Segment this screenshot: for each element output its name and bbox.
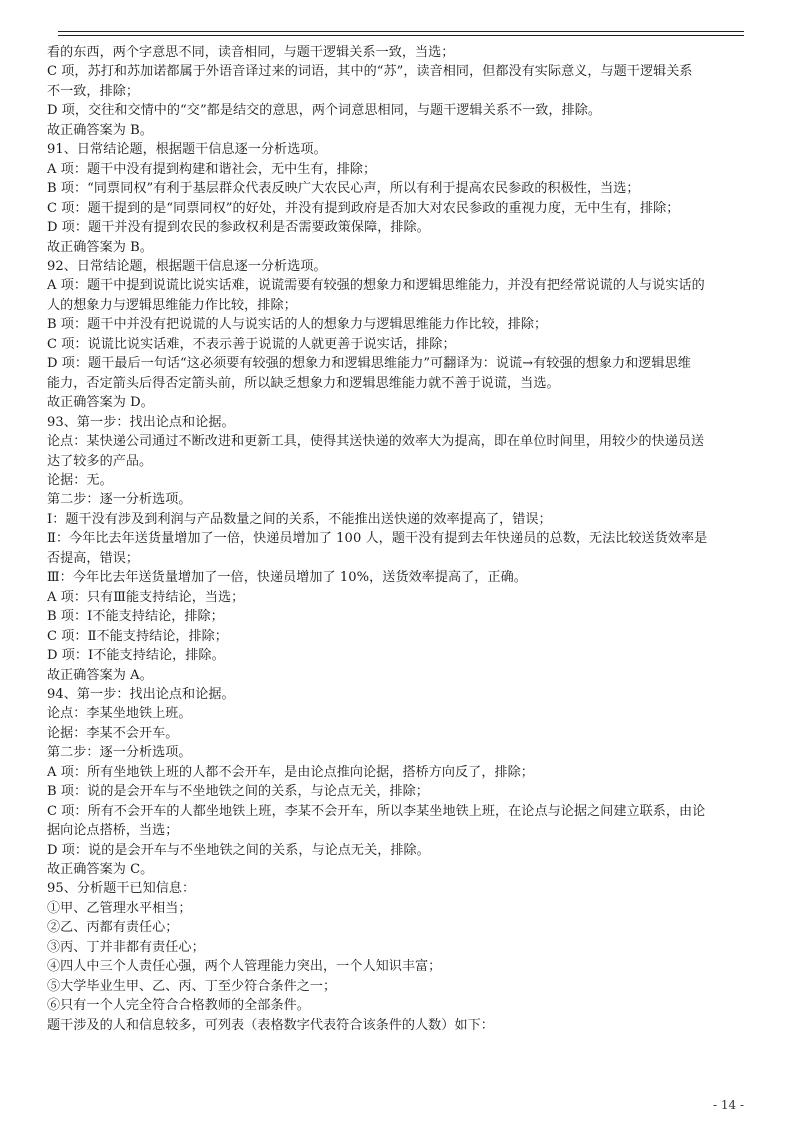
page-number: - 14 -	[712, 1098, 744, 1112]
text-line: 故正确答案为 B。	[47, 122, 153, 138]
text-line: ②乙、丙都有责任心；	[47, 920, 179, 936]
text-line: C 项：Ⅱ不能支持结论，排除；	[47, 628, 228, 644]
text-line: 论据：无。	[47, 472, 113, 488]
text-line: 人的想象力与逻辑思维能力作比较，排除；	[47, 297, 297, 313]
text-line: 据向论点搭桥，当选；	[47, 823, 179, 839]
text-line: 能力，否定箭头后得否定箭头前，所以缺乏想象力和逻辑思维能力就不善于说谎，当选。	[47, 375, 560, 391]
text-line: ⑤大学毕业生甲、乙、丙、丁至少符合条件之一；	[47, 978, 337, 994]
text-line: 95、分析题干已知信息：	[47, 881, 196, 897]
header-rule-thin	[58, 35, 744, 36]
text-line: 论据：李某不会开车。	[47, 725, 179, 741]
text-line: C 项：说谎比说实话难，不表示善于说谎的人就更善于说实话，排除；	[47, 336, 456, 352]
text-line: C 项：题干提到的是“同票同权”的好处，并没有提到政府是否加大对农民参政的重视力度，无中生有，排除；	[47, 200, 680, 216]
text-line: 论点：某快递公司通过不断改进和更新工具，使得其送快递的效率大为提高，即在单位时间里，用较少的快递员送	[47, 434, 705, 450]
text-line: 看的东西，两个字意思不同，读音相同，与题干逻辑关系一致，当选；	[47, 45, 455, 60]
text-line: 91、日常结论题，根据题干信息逐一分析选项。	[47, 142, 327, 158]
text-line: Ⅱ：今年比去年送货量增加了一倍，快递员增加了 100 人，题干没有提到去年快递员的总数，无法比较送货效率是	[47, 531, 708, 547]
text-line: D 项：题干并没有提到农民的参政权利是否需要政策保障，排除。	[47, 220, 430, 236]
text-line: B 项：说的是会开车与不坐地铁之间的关系，与论点无关，排除；	[47, 784, 429, 800]
text-line: B 项：题干中并没有把说谎的人与说实话的人的想象力与逻辑思维能力作比较，排除；	[47, 317, 548, 333]
text-line: 第二步：逐一分析选项。	[47, 745, 192, 761]
text-line: D 项：题干最后一句话“这必须要有较强的想象力和逻辑思维能力”可翻译为：说谎→有较强的想象力和逻辑思维	[47, 356, 691, 372]
text-line: D 项：说的是会开车与不坐地铁之间的关系，与论点无关，排除。	[47, 842, 430, 858]
text-line: 92、日常结论题，根据题干信息逐一分析选项。	[47, 258, 327, 274]
text-line: 94、第一步：找出论点和论据。	[47, 686, 235, 702]
text-line: B 项：Ⅰ不能支持结论，排除；	[47, 609, 224, 625]
text-line: Ⅲ：今年比去年送货量增加了一倍，快递员增加了 10%，送货效率提高了，正确。	[47, 570, 527, 586]
text-line: 论点：李某坐地铁上班。	[47, 706, 192, 722]
text-line: 第二步：逐一分析选项。	[47, 492, 192, 508]
text-line: D 项：Ⅰ不能支持结论，排除。	[47, 648, 225, 664]
text-line: 题干涉及的人和信息较多，可列表（表格数字代表符合该条件的人数）如下：	[47, 1017, 494, 1033]
text-line: 93、第一步：找出论点和论据。	[47, 414, 235, 430]
text-line: 故正确答案为 D。	[47, 395, 154, 411]
text-line: C 项：所有不会开车的人都坐地铁上班，李某不会开车，所以李某坐地铁上班，在论点与论据之间建立联系，由论	[47, 803, 706, 819]
text-line: D 项，交往和交情中的“交”都是结交的意思，两个词意思相同，与题干逻辑关系不一致，排除。	[47, 103, 601, 119]
text-line: 达了较多的产品。	[47, 453, 153, 469]
text-line: 不一致，排除；	[47, 83, 140, 99]
text-line: B 项：“同票同权”有利于基层群众代表反映广大农民心声，所以有利于提高农民参政的积极性，当选；	[47, 181, 640, 197]
text-line: A 项：题干中提到说谎比说实话难，说谎需要有较强的想象力和逻辑思维能力，并没有把经常说谎的人与说实话的	[47, 278, 705, 294]
text-line: Ⅰ：题干没有涉及到利润与产品数量之间的关系，不能推出送快递的效率提高了，错误；	[47, 511, 552, 527]
text-line: ③丙、丁并非都有责任心；	[47, 939, 205, 955]
text-line: A 项：所有坐地铁上班的人都不会开车，是由论点推向论据，搭桥方向反了，排除；	[47, 764, 534, 780]
text-line: A 项：只有Ⅲ能支持结论，当选；	[47, 589, 245, 605]
text-line: C 项，苏打和苏加诺都属于外语音译过来的词语，其中的“苏”，读音相同，但都没有实际意义，与题干逻辑关系	[47, 64, 693, 80]
text-line: 否提高，错误；	[47, 550, 140, 566]
text-line: ④四人中三个人责任心强，两个人管理能力突出，一个人知识丰富；	[47, 959, 442, 975]
header-rule	[58, 31, 744, 32]
text-line: ⑥只有一个人完全符合合格教师的全部条件。	[47, 998, 310, 1014]
text-line: 故正确答案为 B。	[47, 239, 153, 255]
text-line: A 项：题干中没有提到构建和谐社会，无中生有，排除；	[47, 161, 377, 177]
text-line: 故正确答案为 C。	[47, 862, 154, 878]
document-body	[47, 43, 759, 1035]
text-line: ①甲、乙管理水平相当；	[47, 900, 192, 916]
text-line: 故正确答案为 A。	[47, 667, 153, 683]
